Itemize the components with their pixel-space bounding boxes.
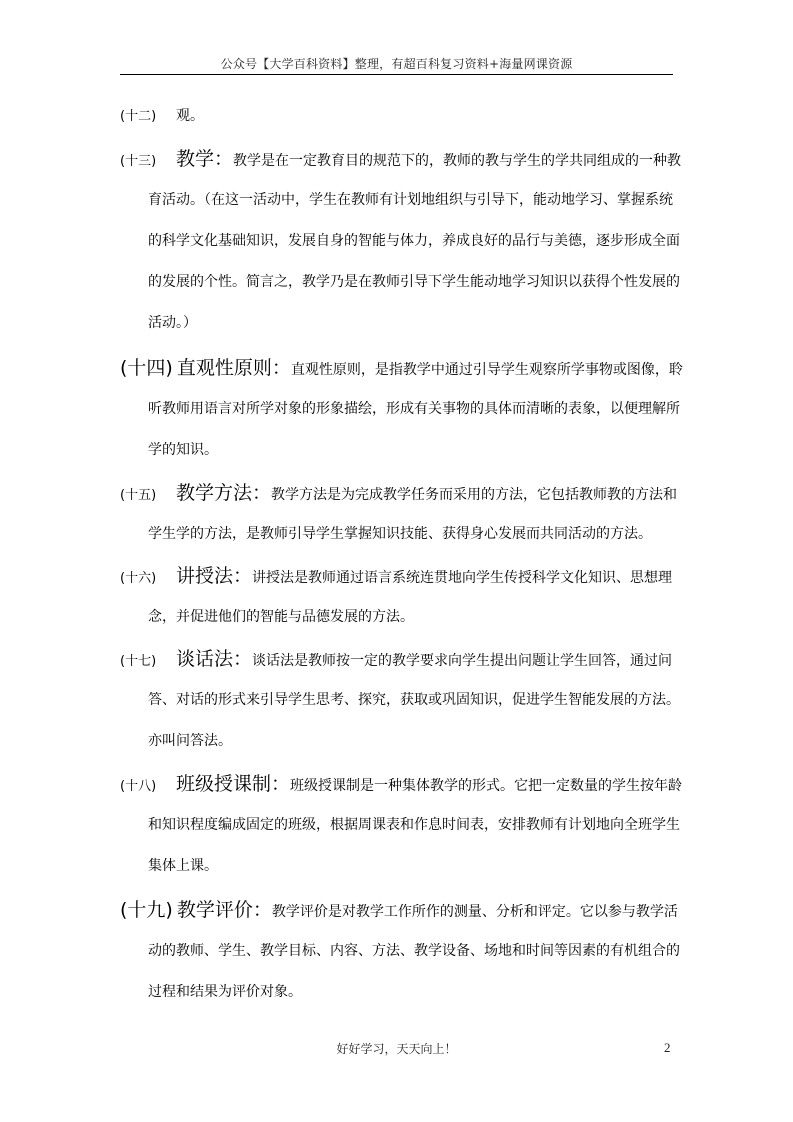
entry-text: 班级授课制是一种集体教学的形式。它把一定数量的学生按年龄: [290, 778, 683, 794]
entry-term: 班级授课制: [176, 773, 272, 795]
entry-text: 亦叫问答法。: [148, 733, 232, 749]
entry-text: 的科学文化基础知识，发展自身的智能与体力，养成良好的品行与美德，逐步形成全面: [148, 233, 680, 249]
entry-term: 教学: [176, 148, 215, 170]
entry-number: (十四): [120, 357, 173, 379]
entry-text: 直观性原则，是指教学中通过引导学生观察所学事物或图像，聆: [290, 362, 683, 378]
entry-number: (十七): [120, 654, 157, 669]
entry-text: 育活动。（在这一活动中，学生在教师有计划地组织与引导下，能动地学习、掌握系统: [148, 192, 673, 208]
header-rule: [120, 74, 673, 75]
entry-text: 教学评价是对教学工作所作的测量、分析和评定。它以参与教学活: [271, 904, 678, 920]
entry-term: 教学评价: [176, 899, 253, 921]
entry-number: (十五): [120, 488, 157, 503]
entry-text: 教学方法是为完成教学任务而采用的方法，它包括教师教的方法和: [271, 487, 678, 503]
entry-18: [120, 764, 683, 887]
page-number: 2: [664, 1040, 671, 1055]
entry-text: 和知识程度编成固定的班级，根据周课表和作息时间表，安排教师有计划地向全班学生: [148, 817, 680, 833]
entry-text: 观。: [176, 108, 204, 124]
entry-text: 听教师用语言对所学对象的形象描绘，形成有关事物的具体而清晰的表象，以便理解所: [148, 401, 680, 417]
entry-13: [120, 139, 680, 344]
entry-19: [120, 890, 680, 1013]
entry-17: [120, 639, 680, 762]
entry-term: 谈话法: [176, 648, 234, 670]
term-colon: ：: [233, 565, 253, 587]
entry-text: 教学是在一定教育目的规范下的，教师的教与学生的学共同组成的一种教: [233, 153, 682, 169]
entry-12: [120, 96, 680, 137]
entry-14: [120, 348, 683, 471]
entry-16: [120, 556, 680, 638]
entry-text: 集体上课。: [148, 858, 218, 874]
entry-text: 过程和结果为评价对象。: [148, 984, 302, 1000]
term-colon: ：: [233, 648, 253, 670]
entry-text: 动的教师、学生、教学目标、内容、方法、教学设备、场地和时间等因素的有机组合的: [148, 943, 680, 959]
entry-text: 学生学的方法，是教师引导学生掌握知识技能、获得身心发展而共同活动的方法。: [148, 526, 652, 542]
entry-number: (十二): [120, 109, 157, 124]
entry-number: (十六): [120, 571, 157, 586]
entry-text: 答、对话的形式来引导学生思考、探究，获取或巩固知识，促进学生智能发展的方法。: [148, 692, 680, 708]
term-colon: ：: [271, 357, 291, 379]
page-footer: 好好学习，天天向上！: [336, 1042, 457, 1056]
entry-number: (十九): [120, 899, 173, 921]
entry-text: 学的知识。: [148, 442, 218, 458]
entry-term: 讲授法: [176, 565, 234, 587]
entry-text: 念，并促进他们的智能与品德发展的方法。: [148, 609, 414, 625]
entry-term: 教学方法: [176, 482, 253, 504]
entry-number: (十八): [120, 779, 157, 794]
entry-text: 谈话法是教师按一定的教学要求向学生提出问题让学生回答，通过问: [252, 653, 673, 669]
term-colon: ：: [252, 899, 272, 921]
entry-term: 直观性原则: [176, 357, 272, 379]
term-colon: ：: [252, 482, 272, 504]
entry-15: [120, 473, 680, 555]
entry-text: 的发展的个性。简言之，教学乃是在教师引导下学生能动地学习知识以获得个性发展的: [148, 274, 680, 290]
entry-text: 活动。）: [148, 315, 197, 331]
entry-text: 讲授法是教师通过语言系统连贯地向学生传授科学文化知识、思想理: [252, 570, 673, 586]
term-colon: ：: [271, 773, 291, 795]
page-header: 公众号【大学百科资料】整理，有超百科复习资料+海量网课资源: [220, 57, 573, 71]
entry-number: (十三): [120, 154, 157, 169]
term-colon: ：: [214, 148, 234, 170]
